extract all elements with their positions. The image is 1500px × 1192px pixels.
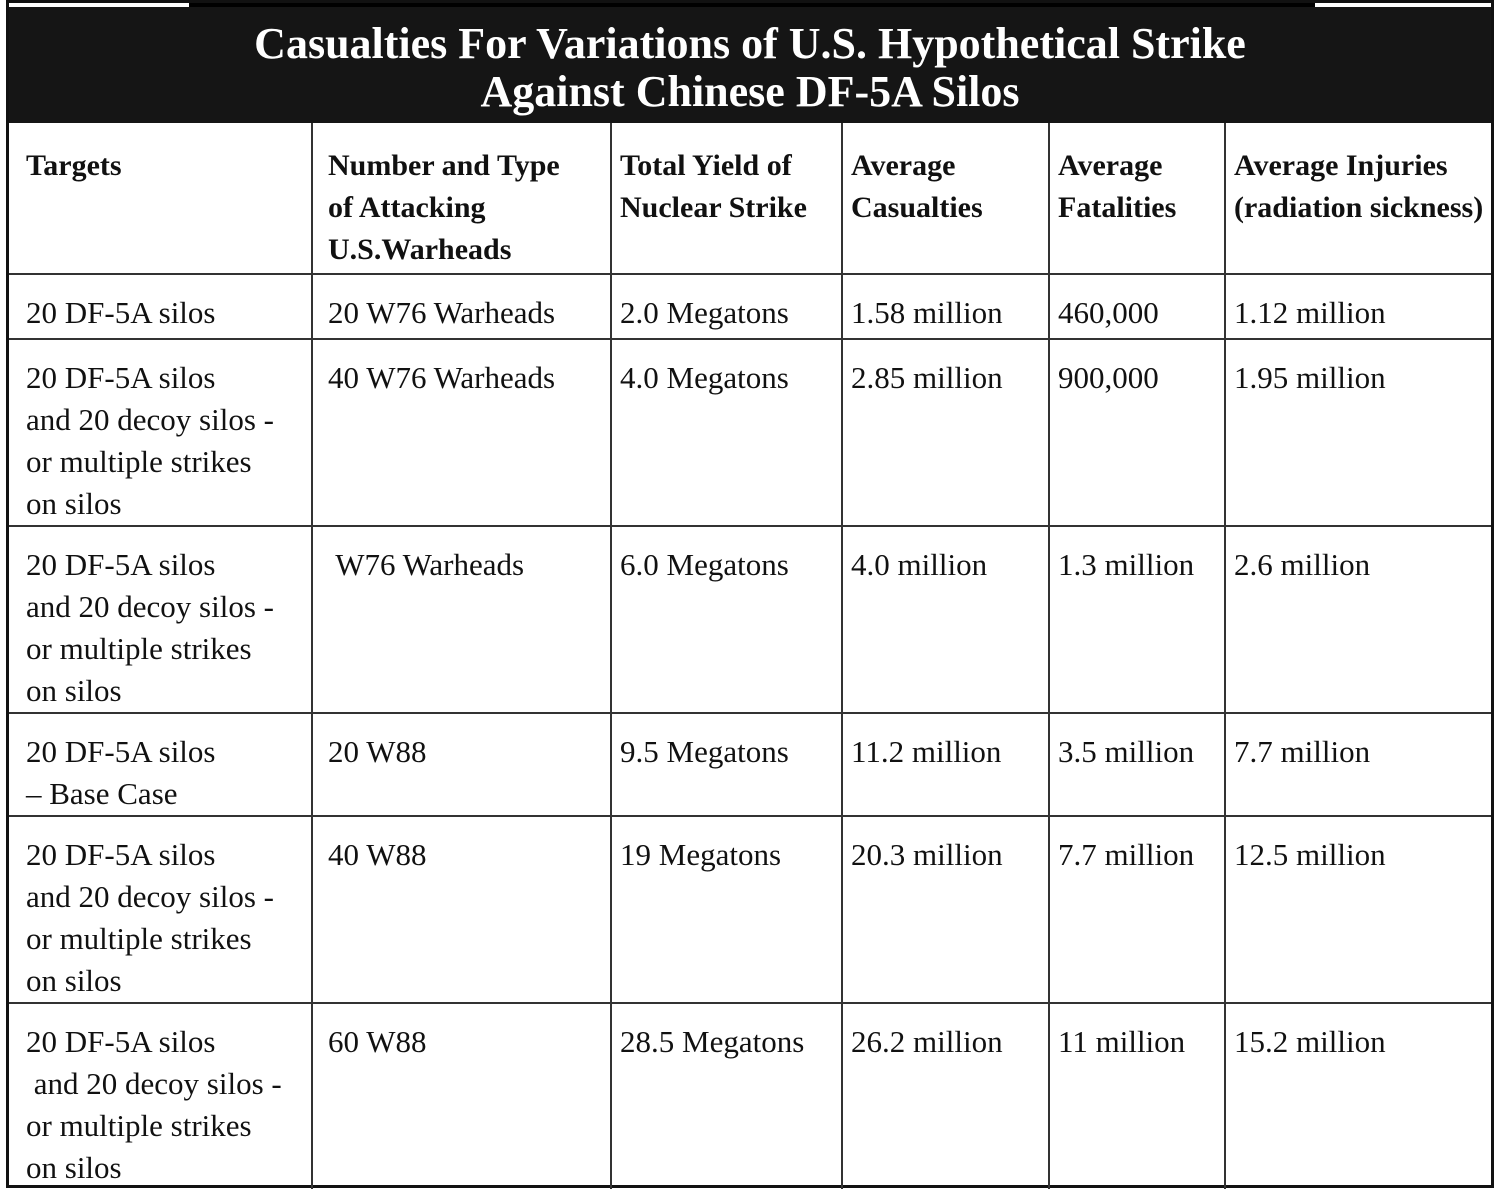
cell-targets: 20 DF-5A silos and 20 decoy silos - or multiple strikes on silos xyxy=(9,1003,312,1189)
cell-avg-fatalities: 1.3 million xyxy=(1049,526,1225,713)
cell-targets: 20 DF-5A silos and 20 decoy silos - or multiple strikes on silos xyxy=(9,526,312,713)
cell-avg-casualties: 20.3 million xyxy=(842,816,1049,1003)
cell-warheads: 20 W88 xyxy=(312,713,611,816)
cell-total-yield: 9.5 Megatons xyxy=(611,713,842,816)
header-row xyxy=(9,123,1491,274)
cell-warheads: 20 W76 Warheads xyxy=(312,274,611,339)
table-row xyxy=(9,713,1491,816)
cell-avg-fatalities: 11 million xyxy=(1049,1003,1225,1189)
cell-avg-injuries: 12.5 million xyxy=(1225,816,1491,1003)
table-row xyxy=(9,816,1491,1003)
cell-avg-fatalities: 3.5 million xyxy=(1049,713,1225,816)
cell-targets: 20 DF-5A silos xyxy=(9,274,312,339)
cell-warheads: 40 W88 xyxy=(312,816,611,1003)
cell-avg-fatalities: 460,000 xyxy=(1049,274,1225,339)
cell-warheads: 60 W88 xyxy=(312,1003,611,1189)
cell-avg-casualties: 1.58 million xyxy=(842,274,1049,339)
cell-avg-fatalities: 7.7 million xyxy=(1049,816,1225,1003)
cell-avg-injuries: 2.6 million xyxy=(1225,526,1491,713)
cell-warheads: W76 Warheads xyxy=(312,526,611,713)
casualties-table xyxy=(9,123,1491,1189)
cell-avg-injuries: 7.7 million xyxy=(1225,713,1491,816)
table-row xyxy=(9,339,1491,526)
cell-avg-injuries: 1.95 million xyxy=(1225,339,1491,526)
cell-total-yield: 19 Megatons xyxy=(611,816,842,1003)
title-line-2: Against Chinese DF-5A Silos xyxy=(480,67,1020,116)
table-row xyxy=(9,274,1491,339)
title-line-1: Casualties For Variations of U.S. Hypothetical Strike xyxy=(254,19,1246,68)
table-row xyxy=(9,1003,1491,1189)
document-frame xyxy=(6,0,1494,1188)
cell-avg-injuries: 1.12 million xyxy=(1225,274,1491,339)
header-avg-fatalities: Average Fatalities xyxy=(1049,123,1225,274)
header-avg-casualties: Average Casualties xyxy=(842,123,1049,274)
cell-avg-injuries: 15.2 million xyxy=(1225,1003,1491,1189)
cell-total-yield: 6.0 Megatons xyxy=(611,526,842,713)
cell-total-yield: 28.5 Megatons xyxy=(611,1003,842,1189)
cell-warheads: 40 W76 Warheads xyxy=(312,339,611,526)
cell-total-yield: 4.0 Megatons xyxy=(611,339,842,526)
cell-avg-casualties: 2.85 million xyxy=(842,339,1049,526)
cell-targets: 20 DF-5A silos and 20 decoy silos - or multiple strikes on silos xyxy=(9,339,312,526)
header-targets: Targets xyxy=(9,123,312,274)
title-banner xyxy=(9,7,1491,123)
header-total-yield: Total Yield of Nuclear Strike xyxy=(611,123,842,274)
cell-avg-casualties: 4.0 million xyxy=(842,526,1049,713)
cell-targets: 20 DF-5A silos and 20 decoy silos - or multiple strikes on silos xyxy=(9,816,312,1003)
cell-targets: 20 DF-5A silos – Base Case xyxy=(9,713,312,816)
header-avg-injuries: Average Injuries (radiation sickness) xyxy=(1225,123,1491,274)
header-warheads: Number and Type of Attacking U.S.Warheads xyxy=(312,123,611,274)
table-row xyxy=(9,526,1491,713)
cell-avg-fatalities: 900,000 xyxy=(1049,339,1225,526)
cell-avg-casualties: 11.2 million xyxy=(842,713,1049,816)
cell-avg-casualties: 26.2 million xyxy=(842,1003,1049,1189)
cell-total-yield: 2.0 Megatons xyxy=(611,274,842,339)
